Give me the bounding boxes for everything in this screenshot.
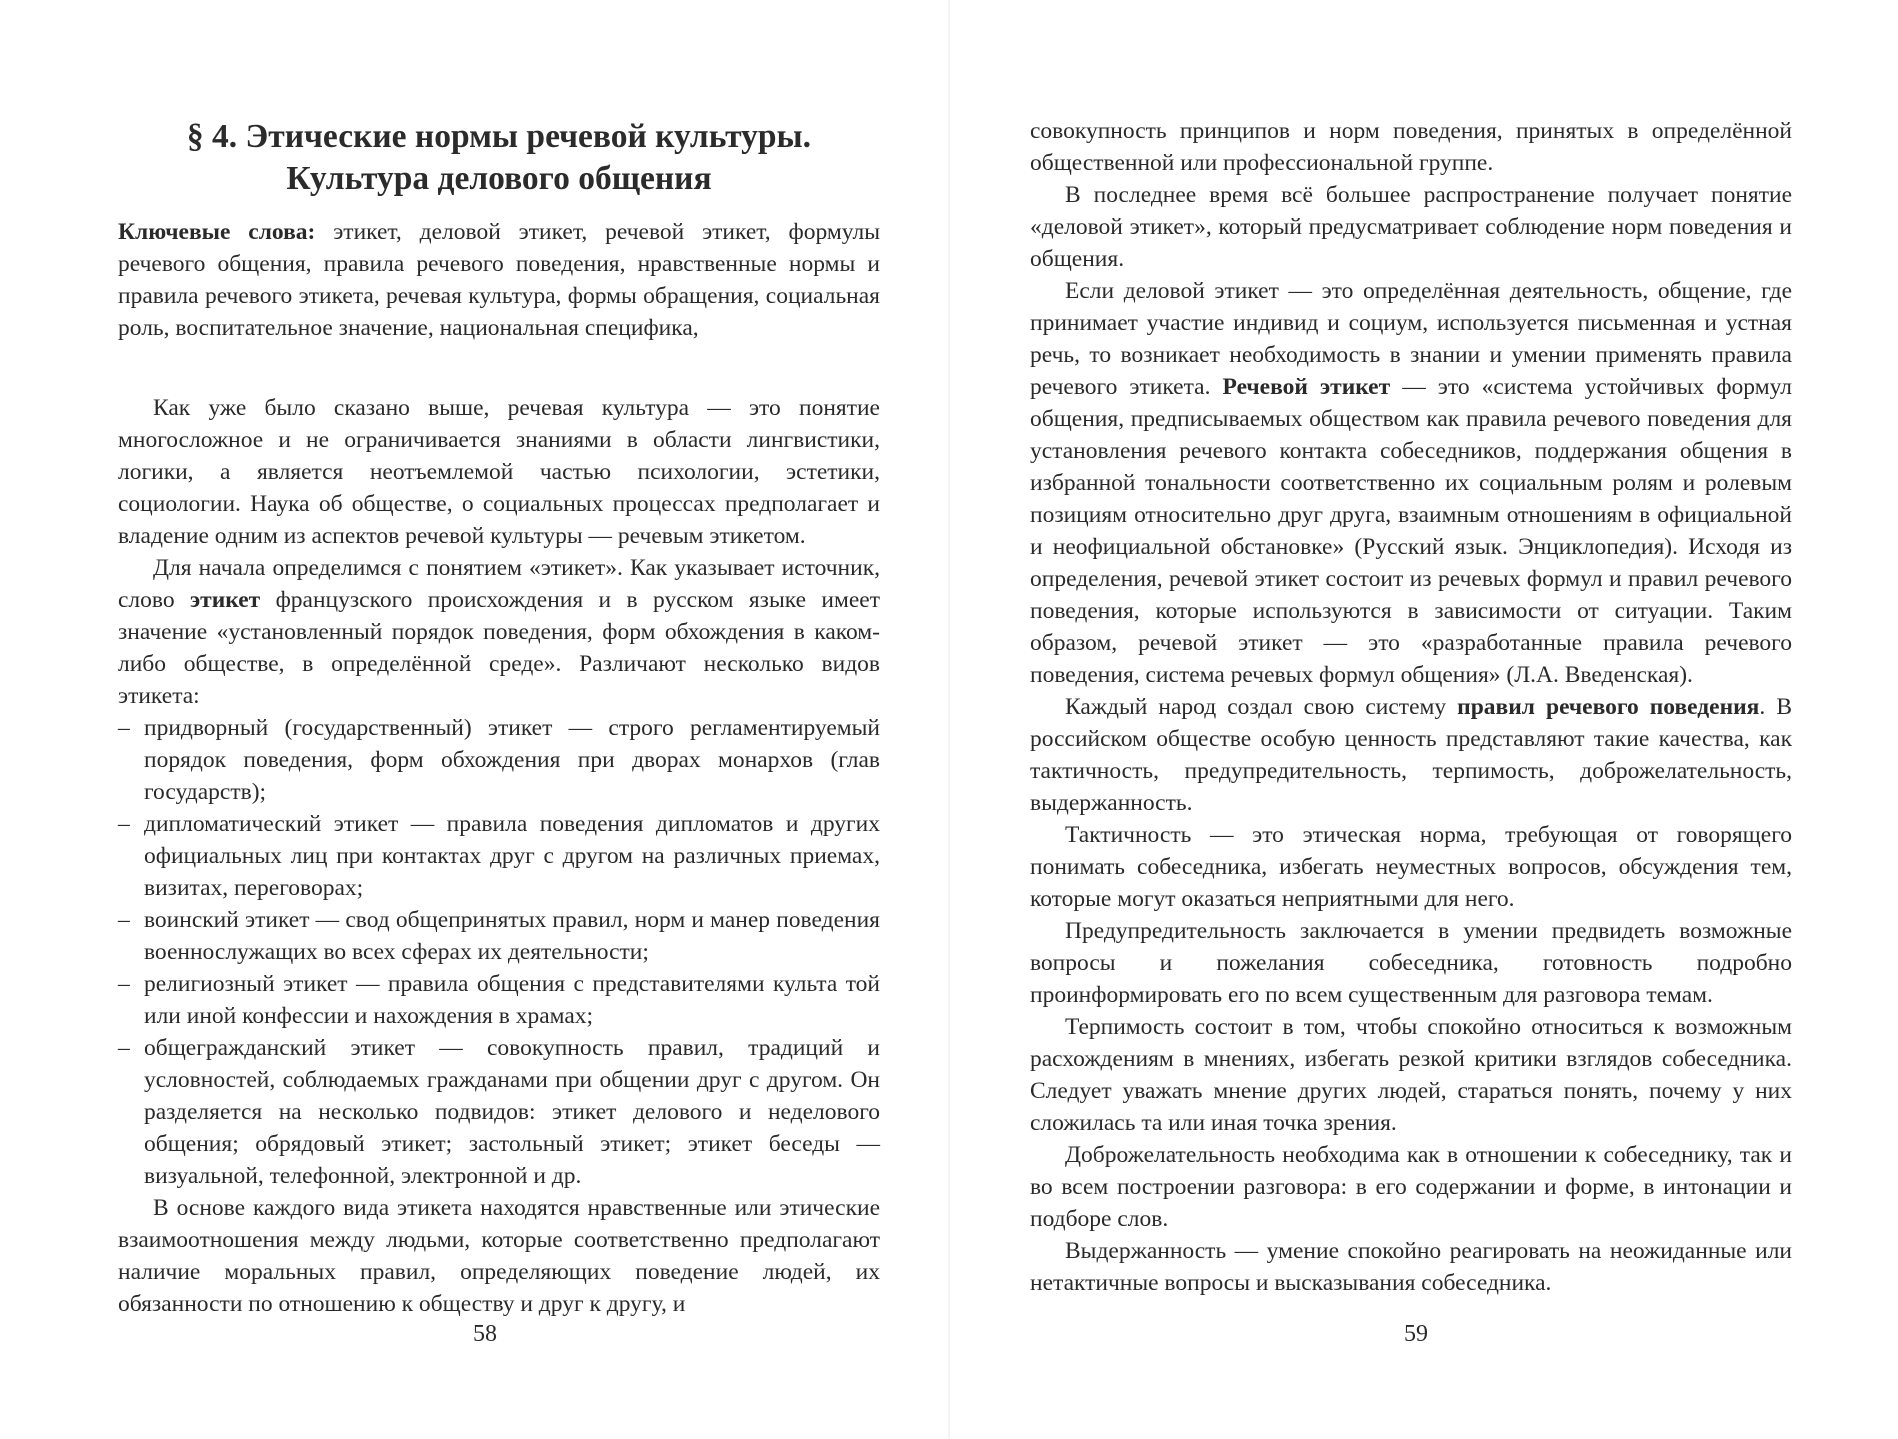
left-body-text	[118, 392, 880, 1320]
left-page	[118, 0, 880, 1360]
paragraph: В последнее время всё большее распространение получает понятие «деловой этикет», который предусматривает соблюдение норм поведения и общения.	[1030, 182, 1792, 272]
paragraph-text: Каждый народ создал свою систему	[1065, 694, 1458, 720]
right-body-text	[1030, 115, 1792, 1299]
list-item-text: воинский этикет — свод общепринятых правил, норм и манер поведения военнослужащих во всех сферах их деятельности;	[144, 907, 880, 965]
section-title-line-2: Культура делового общения	[286, 160, 712, 197]
paragraph-text: Если деловой этикет — это определённая деятельность, общение, где принимает участие индивид и социум, используется письменная и устная речь, то возникает необходимость в знании и умении применять правила речевого этикета.	[1030, 278, 1792, 400]
paragraph: В основе каждого вида этикета находятся нравственные или этические взаимоотношения между людьми, которые соответственно предполагают наличие моральных правил, определяющих поведение людей, их обязанности по отношению к обществу и друг к другу, и	[118, 1195, 880, 1317]
list-item-text: религиозный этикет — правила общения с представителями культа той или иной конфессии и нахождения в храмах;	[144, 971, 880, 1029]
section-title	[118, 116, 880, 200]
page-number: 58	[473, 1321, 497, 1347]
dash-marker: –	[118, 907, 130, 933]
etiquette-types-list	[118, 712, 880, 1192]
paragraph-text: — это «система устойчивых формул общения, предписываемых обществом как правила речевого поведения для установления речевого контакта собеседников, поддержания общения в избранной тональности соответственно их социальным ролям и ролевым позициям относительно друг друга, взаимным отношениям в официальной и неофициальной обстановке» (Русский язык. Энциклопедия). Исходя из определения, речевой этикет состоит из речевых формул и правил речевого поведения, которые используются в зависимости от ситуации. Таким образом, речевой этикет — это «разработанные правила речевого поведения, система речевых формул общения» (Л.А. Введенская).	[1030, 374, 1793, 688]
keywords-paragraph	[118, 216, 880, 344]
paragraph: Тактичность — это этическая норма, требующая от говорящего понимать собеседника, избегать неуместных вопросов, обсуждения тем, которые могут оказаться неприятными для него.	[1030, 822, 1792, 912]
list-item	[118, 904, 880, 968]
term-bold: правил речевого поведения	[1457, 694, 1760, 720]
paragraph	[1030, 275, 1792, 691]
term-bold: этикет	[190, 587, 261, 613]
paragraph: Доброжелательность необходима как в отношении к собеседнику, так и во всем построении разговора: в его содержании и форме, в интонации и подборе слов.	[1030, 1142, 1792, 1232]
list-item-text: дипломатический этикет — правила поведения дипломатов и других официальных лиц при контактах друг с другом на различных приемах, визитах, переговорах;	[144, 811, 880, 901]
right-page	[1030, 0, 1792, 1360]
dash-marker: –	[118, 811, 130, 837]
paragraph	[118, 552, 880, 712]
paragraph	[1030, 691, 1792, 819]
keywords-label: Ключевые слова:	[118, 219, 316, 245]
book-gutter	[948, 0, 950, 1439]
paragraph: Предупредительность заключается в умении предвидеть возможные вопросы и пожелания собеседника, готовность подробно проинформировать его по всем существенным для разговора темам.	[1030, 918, 1792, 1008]
list-item	[118, 808, 880, 904]
paragraph-continued: совокупность принципов и норм поведения, принятых в определённой общественной или профессиональной группе.	[1030, 118, 1792, 176]
list-item	[118, 968, 880, 1032]
dash-marker: –	[118, 971, 130, 997]
term-bold: Речевой этикет	[1222, 374, 1391, 400]
paragraph: Как уже было сказано выше, речевая культура — это понятие многосложное и не ограничивается знаниями в области лингвистики, логики, а является неотъемлемой частью психологии, эстетики, социологии. Наука об обществе, о социальных процессах предполагает и владение одним из аспектов речевой культуры — речевым этикетом.	[118, 395, 880, 549]
paragraph-text: . В российском обществе особую ценность представляют такие качества, как тактичность, предупредительность, терпимость, доброжелательность, выдержанность.	[1030, 694, 1792, 816]
list-item	[118, 1032, 880, 1192]
keywords-text: этикет, деловой этикет, речевой этикет, формулы речевого общения, правила речевого поведения, нравственные нормы и правила речевого этикета, речевая культура, формы обращения, социальная роль, воспитательное значение, национальная специфика,	[118, 219, 880, 341]
list-item-text: придворный (государственный) этикет — строго регламентируемый порядок поведения, форм обхождения при дворах монархов (глав государств);	[144, 715, 880, 805]
section-title-line-1: § 4. Этические нормы речевой культуры.	[186, 118, 812, 155]
page-number: 59	[1404, 1321, 1428, 1347]
dash-marker: –	[118, 1035, 130, 1061]
paragraph-text: Для начала определимся с понятием «этикет». Как указывает источник, слово	[118, 555, 880, 613]
paragraph: Терпимость состоит в том, чтобы спокойно относиться к возможным расхождениям в мнениях, избегать резкой критики взглядов собеседника. Следует уважать мнение других людей, стараться понять, почему у них сложилась та или иная точка зрения.	[1030, 1014, 1792, 1136]
dash-marker: –	[118, 715, 130, 741]
paragraph-text: французского происхождения и в русском языке имеет значение «установленный порядок поведения, форм обхождения в каком-либо обществе, в определённой среде». Различают несколько видов этикета:	[118, 587, 880, 709]
paragraph: Выдержанность — умение спокойно реагировать на неожиданные или нетактичные вопросы и высказывания собеседника.	[1030, 1238, 1792, 1296]
list-item	[118, 712, 880, 808]
list-item-text: общегражданский этикет — совокупность правил, традиций и условностей, соблюдаемых гражданами при общении друг с другом. Он разделяется на несколько подвидов: этикет делового и неделового общения; обрядовый этикет; застольный этикет; этикет беседы — визуальной, телефонной, электронной и др.	[144, 1035, 880, 1189]
